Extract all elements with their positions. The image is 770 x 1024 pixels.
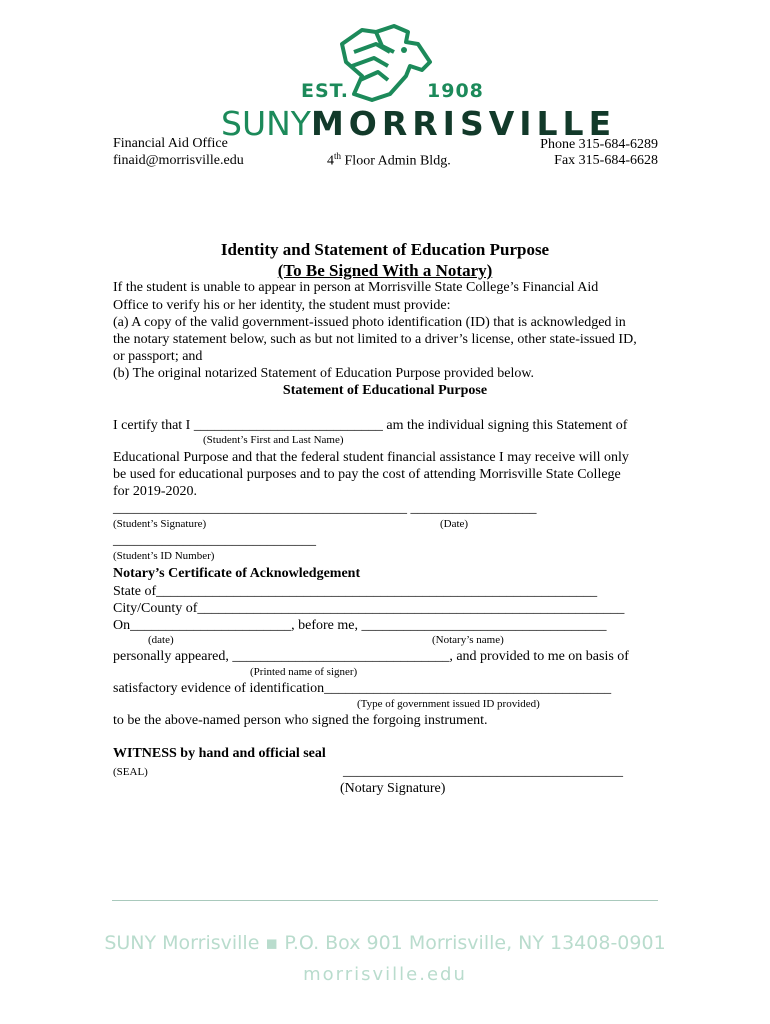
- student-signature-caption: (Student’s Signature): [113, 518, 207, 530]
- student-signature-line[interactable]: __________________________________________ __________________: [113, 501, 537, 516]
- notary-on-line[interactable]: On_______________________, before me, ___________________________________: [113, 618, 607, 633]
- floor-number: 4: [327, 153, 334, 169]
- floor-suffix: th: [334, 151, 342, 161]
- intro-line-4: the notary statement below, such as but not limited to a driver’s license, other state-issued ID,: [113, 332, 637, 347]
- statement-line-3: be used for educational purposes and to pay the cost of attending Morrisville State College: [113, 467, 621, 482]
- student-name-caption: (Student’s First and Last Name): [203, 434, 344, 446]
- signer-name-caption: (Printed name of signer): [250, 666, 358, 678]
- intro-line-5: or passport; and: [113, 349, 203, 364]
- document-subtitle: (To Be Signed With a Notary): [277, 261, 493, 280]
- notary-county-line[interactable]: City/County of_____________________________________________________________: [113, 601, 625, 616]
- floor-text: Floor Admin Bldg.: [341, 153, 451, 169]
- date-caption: (Date): [440, 518, 469, 530]
- statement-line-4: for 2019-2020.: [113, 484, 197, 499]
- statement-line-2: Educational Purpose and that the federal student financial assistance I may receive will only: [113, 450, 629, 465]
- office-phone: Phone 315-684-6289: [540, 137, 658, 152]
- footer-address: SUNY Morrisville ▪ P.O. Box 901 Morrisville, NY 13408-0901: [104, 932, 666, 954]
- document-title: Identity and Statement of Education Purpose: [220, 240, 550, 259]
- notary-evidence-line[interactable]: satisfactory evidence of identification_________________________________________: [113, 681, 612, 696]
- intro-line-2: Office to verify his or her identity, the student must provide:: [113, 298, 451, 313]
- student-id-line[interactable]: _____________________________: [113, 533, 316, 548]
- seal-label: (SEAL): [113, 766, 148, 778]
- footer-website[interactable]: morrisville.edu: [303, 964, 467, 985]
- id-type-caption: (Type of government issued ID provided): [357, 698, 540, 710]
- notary-appeared-line[interactable]: personally appeared, _______________________________, and provided to me on basis of: [113, 649, 629, 664]
- brand-name: MORRISVILLE: [310, 104, 617, 143]
- student-id-caption: (Student’s ID Number): [113, 550, 215, 562]
- office-location: [327, 151, 451, 170]
- footer-divider: [112, 900, 658, 901]
- notary-state-line[interactable]: State of_______________________________________________________________: [113, 584, 598, 599]
- office-fax: Fax 315-684-6628: [554, 153, 658, 168]
- notary-signature-line[interactable]: ________________________________________: [343, 764, 623, 779]
- notary-date-caption: (date): [148, 634, 174, 646]
- intro-line-6: (b) The original notarized Statement of Education Purpose provided below.: [113, 366, 535, 381]
- intro-line-1: If the student is unable to appear in person at Morrisville State College’s Financial Aid: [113, 280, 599, 295]
- office-name: Financial Aid Office: [113, 136, 228, 151]
- office-email[interactable]: finaid@morrisville.edu: [113, 153, 244, 168]
- year-label: 1908: [427, 80, 484, 102]
- notary-above-line: to be the above-named person who signed the forgoing instrument.: [113, 713, 488, 728]
- notary-heading: Notary’s Certificate of Acknowledgement: [113, 566, 361, 581]
- certify-line[interactable]: I certify that I ___________________________ am the individual signing this Statement of: [113, 418, 628, 433]
- notary-name-caption: (Notary’s name): [432, 634, 504, 646]
- statement-heading: Statement of Educational Purpose: [282, 383, 488, 398]
- intro-line-3: (a) A copy of the valid government-issued photo identification (ID) that is acknowledged in: [113, 315, 626, 330]
- brand-suny: SUNY: [221, 104, 311, 143]
- notary-signature-caption: (Notary Signature): [340, 781, 446, 796]
- est-label: EST.: [301, 80, 349, 102]
- witness-heading: WITNESS by hand and official seal: [113, 746, 326, 761]
